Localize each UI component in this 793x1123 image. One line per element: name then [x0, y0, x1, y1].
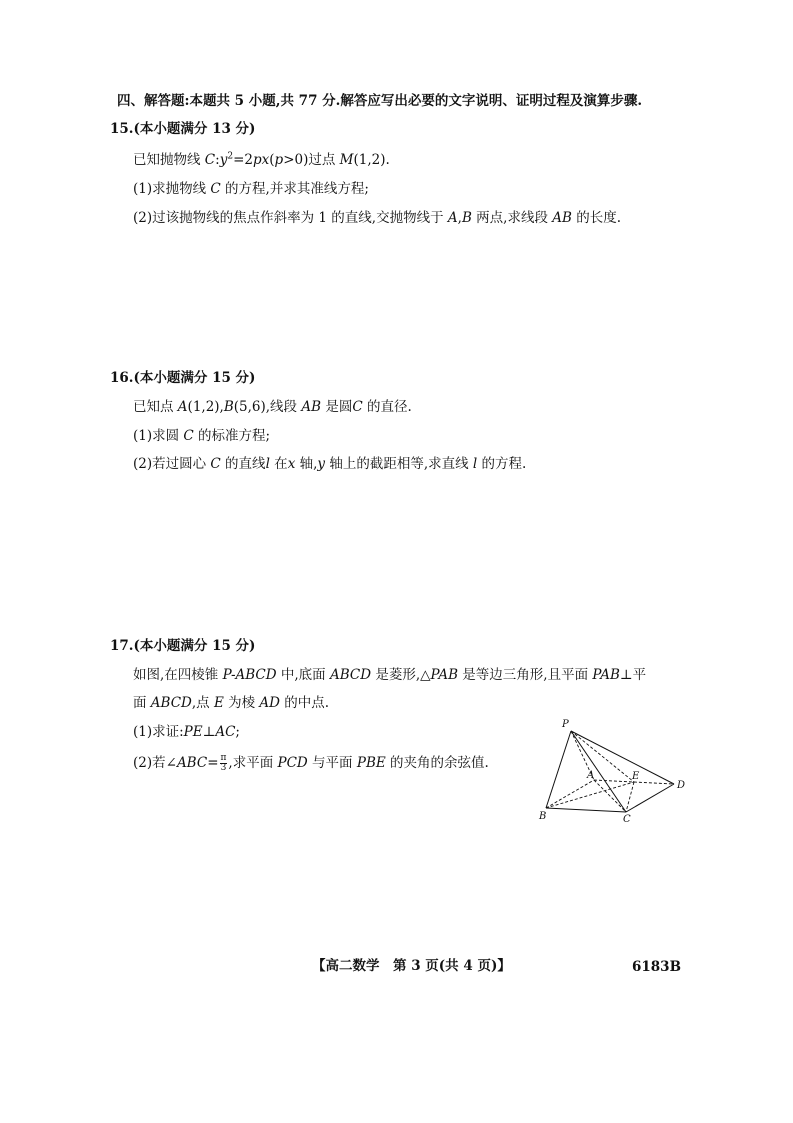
q15-stem: 已知抛物线 $C:y^2=2px(p>0)$过点 M(1,2). — [133, 151, 390, 168]
q17-stem-line1: 如图,在四棱锥 P-ABCD 中,底面 ABCD 是菱形,△PAB 是等边三角形,且平面 PAB⊥平 — [133, 667, 647, 683]
edge-PC — [571, 731, 626, 812]
label-C: C — [623, 814, 631, 825]
section-header: 四、解答题:本题共 5 小题,共 77 分.解答应写出必要的文字说明、证明过程及演算步骤. — [117, 93, 643, 109]
q15-part2: (2)过该抛物线的焦点作斜率为 1 的直线,交抛物线于 A,B 两点,求线段 AB 的长度. — [133, 210, 621, 226]
edge-PE — [571, 731, 634, 782]
edge-BA — [546, 780, 594, 808]
q17-stem-line2: 面 ABCD,点 E 为棱 AD 的中点. — [133, 695, 330, 711]
label-A: A — [587, 770, 595, 781]
edge-PB — [546, 731, 571, 808]
label-D: D — [677, 780, 686, 791]
edge-AC — [594, 780, 626, 812]
q17-part2: (2)若∠ABC= $\frac{\pi}{3}$ ,求平面 PCD 与平面 PBE 的夹角的余弦值. — [133, 753, 489, 773]
edge-BC — [546, 808, 626, 812]
q15-part1: (1)求抛物线 C 的方程,并求其准线方程; — [133, 181, 369, 197]
q15-heading: 15.(本小题满分 13 分) — [110, 121, 256, 137]
pyramid-figure — [526, 712, 696, 824]
label-E: E — [632, 771, 640, 782]
q16-heading: 16.(本小题满分 15 分) — [110, 370, 256, 386]
pi-over-3-fraction: $\frac{\pi}{3}$ — [220, 753, 227, 773]
q16-stem: 已知点 A(1,2),B(5,6),线段 AB 是圆C 的直径. — [133, 399, 412, 415]
label-P: P — [562, 719, 569, 730]
q17-part1: (1)求证:PE⊥AC; — [133, 724, 240, 740]
label-B: B — [539, 811, 547, 822]
q16-part1: (1)求圆 C 的标准方程; — [133, 428, 271, 444]
q16-part2: (2)若过圆心 C 的直线l 在x 轴,y 轴上的截距相等,求直线 l 的方程. — [133, 456, 527, 472]
paper-code: 6183B — [632, 959, 681, 975]
page-footer: 【高二数学 第 3 页(共 4 页)】 — [312, 958, 511, 974]
q17-heading: 17.(本小题满分 15 分) — [110, 638, 256, 654]
edge-CD — [626, 784, 674, 812]
